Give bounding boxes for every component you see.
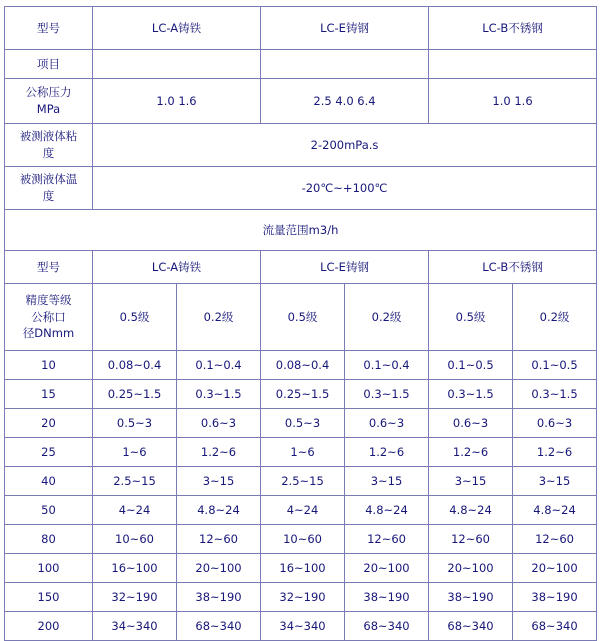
cell-flow-3: 38~190 (345, 583, 429, 612)
cell-flow-4: 3~15 (429, 467, 513, 496)
table-row (5, 438, 597, 467)
cell-flow-2: 10~60 (261, 525, 345, 554)
cell-dn: 15 (5, 380, 93, 409)
cell-flow-5: 3~15 (513, 467, 597, 496)
table-row-item-header (5, 50, 597, 79)
cell-item-blank-a (93, 50, 261, 79)
cell-flow-4: 0.3~1.5 (429, 380, 513, 409)
cell-flow-5: 1.2~6 (513, 438, 597, 467)
cell-flow-1: 20~100 (177, 554, 261, 583)
cell-flow-0: 34~340 (93, 612, 177, 641)
cell-flow-3: 68~340 (345, 612, 429, 641)
cell-viscosity-label (5, 124, 93, 167)
cell-dn: 40 (5, 467, 93, 496)
cell-flow-2: 32~190 (261, 583, 345, 612)
cell-flow-2: 34~340 (261, 612, 345, 641)
cell-flow-3: 0.1~0.4 (345, 351, 429, 380)
cell-grade-4: 0.5级 (429, 284, 513, 351)
cell-model-b: LC-B不锈钢 (429, 7, 597, 50)
cell-grade-2: 0.5级 (261, 284, 345, 351)
viscosity-label-line2: 度 (42, 146, 55, 160)
cell-temperature-label (5, 167, 93, 210)
cell-flow-4: 4.8~24 (429, 496, 513, 525)
table-row-nominal-pressure (5, 79, 597, 124)
table-row-flow-range (5, 210, 597, 251)
cell-item-blank-e (261, 50, 429, 79)
table-row (5, 351, 597, 380)
specification-table (4, 6, 597, 641)
cell-flow-5: 38~190 (513, 583, 597, 612)
cell-flow-0: 32~190 (93, 583, 177, 612)
cell-dn: 150 (5, 583, 93, 612)
cell-model-label: 型号 (5, 7, 93, 50)
nominal-pressure-label-line2: MPa (36, 102, 61, 116)
nominal-pressure-label-line1: 公称压力 (25, 85, 72, 100)
cell-flow-3: 1.2~6 (345, 438, 429, 467)
cell-nominal-pressure-a: 1.0 1.6 (93, 79, 261, 124)
cell-grade-5: 0.2级 (513, 284, 597, 351)
accuracy-label-line1: 精度等级 (25, 292, 72, 307)
cell-flow-0: 10~60 (93, 525, 177, 554)
accuracy-label-line2: 公称口 (31, 309, 66, 324)
cell-flow-5: 12~60 (513, 525, 597, 554)
cell-flow-2: 16~100 (261, 554, 345, 583)
cell-flow-4: 1.2~6 (429, 438, 513, 467)
cell-model2-e: LC-E铸钢 (261, 251, 429, 284)
cell-flow-0: 4~24 (93, 496, 177, 525)
table-row-viscosity (5, 124, 597, 167)
cell-grade-3: 0.2级 (345, 284, 429, 351)
cell-flow-3: 3~15 (345, 467, 429, 496)
cell-dn: 25 (5, 438, 93, 467)
cell-flow-1: 3~15 (177, 467, 261, 496)
cell-flow-2: 0.25~1.5 (261, 380, 345, 409)
cell-flow-0: 16~100 (93, 554, 177, 583)
cell-flow-2: 0.5~3 (261, 409, 345, 438)
cell-flow-4: 12~60 (429, 525, 513, 554)
table-row (5, 496, 597, 525)
cell-flow-1: 0.3~1.5 (177, 380, 261, 409)
cell-flow-2: 4~24 (261, 496, 345, 525)
cell-flow-3: 12~60 (345, 525, 429, 554)
cell-flow-3: 0.3~1.5 (345, 380, 429, 409)
cell-flow-5: 0.1~0.5 (513, 351, 597, 380)
cell-flow-0: 1~6 (93, 438, 177, 467)
cell-flow-5: 4.8~24 (513, 496, 597, 525)
cell-flow-1: 68~340 (177, 612, 261, 641)
cell-flow-3: 0.6~3 (345, 409, 429, 438)
cell-grade-1: 0.2级 (177, 284, 261, 351)
cell-flow-1: 1.2~6 (177, 438, 261, 467)
temperature-label-line2: 度 (42, 189, 55, 203)
cell-dn: 20 (5, 409, 93, 438)
cell-flow-3: 4.8~24 (345, 496, 429, 525)
cell-model2-a: LC-A铸铁 (93, 251, 261, 284)
cell-flow-5: 0.3~1.5 (513, 380, 597, 409)
cell-flow-1: 0.6~3 (177, 409, 261, 438)
temperature-label-line1: 被测液体温 (19, 172, 78, 187)
cell-flow-2: 1~6 (261, 438, 345, 467)
cell-flow-2: 0.08~0.4 (261, 351, 345, 380)
table-row (5, 467, 597, 496)
cell-flow-1: 0.1~0.4 (177, 351, 261, 380)
cell-flow-1: 38~190 (177, 583, 261, 612)
cell-flow-5: 68~340 (513, 612, 597, 641)
table-row (5, 380, 597, 409)
table-row-model-header (5, 7, 597, 50)
cell-flow-5: 20~100 (513, 554, 597, 583)
table-row (5, 525, 597, 554)
cell-accuracy-label (5, 284, 93, 351)
cell-flow-4: 0.1~0.5 (429, 351, 513, 380)
cell-item-label: 项目 (5, 50, 93, 79)
cell-flow-0: 0.25~1.5 (93, 380, 177, 409)
cell-flow-range-label: 流量范围m3/h (5, 210, 597, 251)
cell-flow-5: 0.6~3 (513, 409, 597, 438)
cell-flow-0: 0.5~3 (93, 409, 177, 438)
table-row (5, 612, 597, 641)
cell-viscosity-value: 2-200mPa.s (93, 124, 597, 167)
cell-model-label-2: 型号 (5, 251, 93, 284)
cell-flow-2: 2.5~15 (261, 467, 345, 496)
table-row (5, 583, 597, 612)
cell-model-e: LC-E铸钢 (261, 7, 429, 50)
cell-flow-4: 0.6~3 (429, 409, 513, 438)
cell-flow-3: 20~100 (345, 554, 429, 583)
cell-flow-0: 0.08~0.4 (93, 351, 177, 380)
cell-dn: 80 (5, 525, 93, 554)
cell-model-a: LC-A铸铁 (93, 7, 261, 50)
cell-grade-0: 0.5级 (93, 284, 177, 351)
cell-dn: 200 (5, 612, 93, 641)
cell-flow-4: 20~100 (429, 554, 513, 583)
cell-item-blank-b (429, 50, 597, 79)
cell-dn: 100 (5, 554, 93, 583)
cell-nominal-pressure-e: 2.5 4.0 6.4 (261, 79, 429, 124)
cell-flow-1: 12~60 (177, 525, 261, 554)
cell-flow-1: 4.8~24 (177, 496, 261, 525)
table-row-accuracy-grades (5, 284, 597, 351)
cell-model2-b: LC-B不锈钢 (429, 251, 597, 284)
table-row (5, 409, 597, 438)
table-row-model-header-2 (5, 251, 597, 284)
viscosity-label-line1: 被测液体粘 (19, 129, 78, 144)
cell-flow-4: 68~340 (429, 612, 513, 641)
cell-dn: 50 (5, 496, 93, 525)
cell-flow-4: 38~190 (429, 583, 513, 612)
table-row (5, 554, 597, 583)
cell-temperature-value: -20℃~+100℃ (93, 167, 597, 210)
cell-nominal-pressure-b: 1.0 1.6 (429, 79, 597, 124)
cell-flow-0: 2.5~15 (93, 467, 177, 496)
table-row-temperature (5, 167, 597, 210)
cell-nominal-pressure-label (5, 79, 93, 124)
accuracy-label-line3: 径DNmm (22, 326, 75, 341)
cell-dn: 10 (5, 351, 93, 380)
